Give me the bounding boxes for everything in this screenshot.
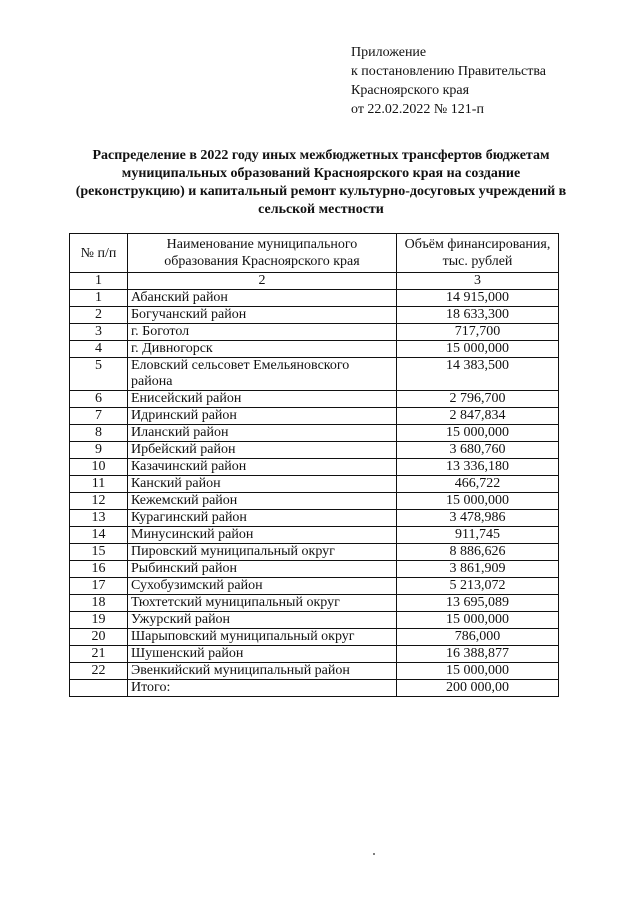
row-number: 14 <box>70 527 128 544</box>
appendix-line: Красноярского края <box>351 83 470 98</box>
row-amount: 15 000,000 <box>397 341 559 358</box>
header-num: № п/п <box>70 234 128 273</box>
row-number: 6 <box>70 391 128 408</box>
row-name: Тюхтетский муниципальный округ <box>128 595 397 612</box>
header-amount: Объём финансирования, тыс. рублей <box>397 234 559 273</box>
table-row <box>70 595 559 612</box>
row-name: Рыбинский район <box>128 561 397 578</box>
row-amount: 5 213,072 <box>397 578 559 595</box>
row-name: Кежемский район <box>128 493 397 510</box>
total-empty-cell <box>70 680 128 697</box>
row-number: 10 <box>70 459 128 476</box>
header-name: Наименование муниципального образования Красноярского края <box>128 234 397 273</box>
total-amount: 200 000,00 <box>397 680 559 697</box>
row-name: Курагинский район <box>128 510 397 527</box>
table-row <box>70 561 559 578</box>
row-name: Казачинский район <box>128 459 397 476</box>
row-amount: 2 847,834 <box>397 408 559 425</box>
row-name: Эвенкийский муниципальный район <box>128 663 397 680</box>
row-number: 8 <box>70 425 128 442</box>
table-row <box>70 358 559 391</box>
row-number: 11 <box>70 476 128 493</box>
row-name: Ужурский район <box>128 612 397 629</box>
row-number: 1 <box>70 290 128 307</box>
row-number: 13 <box>70 510 128 527</box>
table-row <box>70 324 559 341</box>
table-row <box>70 646 559 663</box>
table-row <box>70 612 559 629</box>
row-name: Иланский район <box>128 425 397 442</box>
row-amount: 16 388,877 <box>397 646 559 663</box>
total-label: Итого: <box>128 680 397 697</box>
column-index: 2 <box>128 273 397 290</box>
table-row <box>70 341 559 358</box>
row-number: 16 <box>70 561 128 578</box>
row-number: 12 <box>70 493 128 510</box>
row-amount: 2 796,700 <box>397 391 559 408</box>
row-number: 4 <box>70 341 128 358</box>
table-row <box>70 663 559 680</box>
column-index: 3 <box>397 273 559 290</box>
column-index-row <box>70 273 559 290</box>
row-name: Шарыповский муниципальный округ <box>128 629 397 646</box>
table-row <box>70 408 559 425</box>
table-header-row <box>70 234 559 273</box>
row-number: 18 <box>70 595 128 612</box>
row-name: Богучанский район <box>128 307 397 324</box>
row-name: Канский район <box>128 476 397 493</box>
appendix-line: Приложение <box>351 45 427 60</box>
row-name: г. Дивногорск <box>128 341 397 358</box>
table-row <box>70 493 559 510</box>
table-row <box>70 527 559 544</box>
row-amount: 15 000,000 <box>397 493 559 510</box>
row-amount: 13 695,089 <box>397 595 559 612</box>
row-amount: 15 000,000 <box>397 663 559 680</box>
row-amount: 14 915,000 <box>397 290 559 307</box>
row-amount: 717,700 <box>397 324 559 341</box>
table-row <box>70 442 559 459</box>
row-amount: 911,745 <box>397 527 559 544</box>
row-name: Енисейский район <box>128 391 397 408</box>
total-row <box>70 680 559 697</box>
row-amount: 15 000,000 <box>397 612 559 629</box>
table-row <box>70 578 559 595</box>
row-amount: 3 861,909 <box>397 561 559 578</box>
table-row <box>70 544 559 561</box>
appendix-line: к постановлению Правительства <box>351 64 547 79</box>
row-number: 9 <box>70 442 128 459</box>
row-number: 19 <box>70 612 128 629</box>
row-amount: 13 336,180 <box>397 459 559 476</box>
row-name: Шушенский район <box>128 646 397 663</box>
table-row <box>70 510 559 527</box>
row-amount: 466,722 <box>397 476 559 493</box>
row-name: Минусинский район <box>128 527 397 544</box>
row-number: 20 <box>70 629 128 646</box>
row-number: 2 <box>70 307 128 324</box>
row-number: 3 <box>70 324 128 341</box>
row-amount: 15 000,000 <box>397 425 559 442</box>
document-title: Распределение в 2022 году иных межбюджетных трансфертов бюджетам муниципальных образований Красноярского края на создание (реконструкцию) и капитальный ремонт культурно-досуговых учреждений в сельской местности <box>75 148 567 217</box>
row-name: Абанский район <box>128 290 397 307</box>
table-row <box>70 459 559 476</box>
row-amount: 3 680,760 <box>397 442 559 459</box>
row-name: Еловский сельсовет Емельяновского района <box>128 358 397 391</box>
row-name: Сухобузимский район <box>128 578 397 595</box>
row-number: 22 <box>70 663 128 680</box>
row-amount: 786,000 <box>397 629 559 646</box>
table-row <box>70 476 559 493</box>
row-number: 15 <box>70 544 128 561</box>
table-row <box>70 307 559 324</box>
row-name: г. Боготол <box>128 324 397 341</box>
row-name: Пировский муниципальный округ <box>128 544 397 561</box>
scan-speck <box>373 853 375 855</box>
funding-table <box>69 233 559 697</box>
row-amount: 14 383,500 <box>397 358 559 391</box>
row-amount: 18 633,300 <box>397 307 559 324</box>
row-number: 7 <box>70 408 128 425</box>
row-amount: 3 478,986 <box>397 510 559 527</box>
row-name: Идринский район <box>128 408 397 425</box>
row-number: 17 <box>70 578 128 595</box>
table-row <box>70 629 559 646</box>
table-row <box>70 290 559 307</box>
appendix-date-number: от 22.02.2022 № 121-п <box>351 102 484 117</box>
row-name: Ирбейский район <box>128 442 397 459</box>
column-index: 1 <box>70 273 128 290</box>
table-row <box>70 425 559 442</box>
row-number: 5 <box>70 358 128 391</box>
appendix-block <box>351 43 546 119</box>
row-number: 21 <box>70 646 128 663</box>
row-amount: 8 886,626 <box>397 544 559 561</box>
table-row <box>70 391 559 408</box>
